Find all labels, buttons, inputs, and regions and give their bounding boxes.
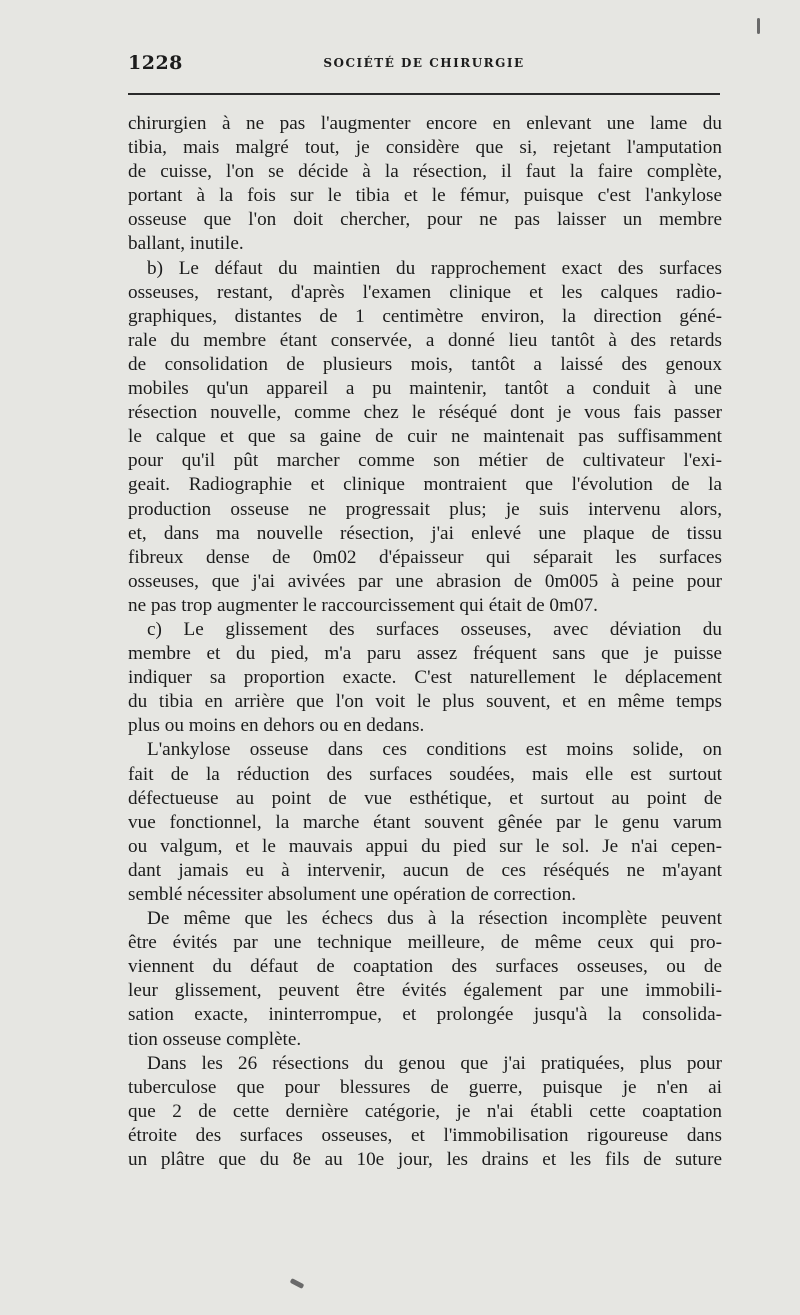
text-line: vue fonctionnel, la marche étant souvent gênée par le genu varum [128,811,722,833]
text-line: geait. Radiographie et clinique montraient que l'évolution de la [128,474,722,496]
text-line: pour qu'il pût marcher comme son métier de cultivateur l'exi- [128,450,722,472]
running-title: SOCIÉTÉ DE CHIRURGIE [323,56,525,70]
text-line: semblé nécessiter absolument une opération de correction. [128,884,577,905]
text-line: défectueuse au point de vue esthétique, et surtout au point de [128,787,722,809]
text-line: être évités par une technique meilleure, de même ceux qui pro- [128,932,722,954]
text-line: de cuisse, l'on se décide à la résection, il faut la faire complète, [128,161,722,183]
text-line: c) Le glissement des surfaces osseuses, avec déviation du [147,618,722,640]
text-line: que 2 de cette dernière catégorie, je n'ai établi cette coaptation [128,1100,722,1122]
text-line: leur glissement, peuvent être évités également par une immobili- [128,980,722,1002]
text-line: production osseuse ne progressait plus; je suis intervenu alors, [128,498,722,520]
text-line: tion osseuse complète. [128,1028,302,1050]
page-header [128,52,720,76]
text-line: résection nouvelle, comme chez le réséqué dont je vous fais passer [128,402,722,424]
text-line: De même que les échecs dus à la résection incomplète peuvent [147,908,722,930]
text-line: tibia, mais malgré tout, je considère que si, rejetant l'amputation [128,137,722,159]
body-text [128,112,722,1172]
text-line: chirurgien à ne pas l'augmenter encore en enlevant une lame du [128,113,722,134]
text-line: portant à la fois sur le tibia et le fémur, puisque c'est l'ankylose [128,185,722,207]
scan-speck-decoration [290,1278,305,1289]
text-line: plus ou moins en dehors ou en dedans. [128,715,425,737]
text-line: b) Le défaut du maintien du rapprochement exact des surfaces [147,257,722,279]
text-line: étroite des surfaces osseuses, et l'immobilisation rigoureuse dans [128,1124,722,1146]
text-line: ballant, inutile. [128,233,244,255]
scan-speck-decoration [757,18,760,34]
text-line: indiquer sa proportion exacte. C'est naturellement le déplacement [128,667,722,689]
text-line: rale du membre étant conservée, a donné lieu tantôt à des retards [128,329,722,351]
text-line: fait de la réduction des surfaces soudées, mais elle est surtout [128,763,722,785]
text-line: ou valgum, et le mauvais appui du pied sur le sol. Je n'ai cepen- [128,835,722,857]
text-line: L'ankylose osseuse dans ces conditions est moins solide, on [147,739,722,761]
header-rule [128,93,720,95]
text-line: osseuse que l'on doit chercher, pour ne pas laisser un membre [128,209,722,231]
text-line: sation exacte, ininterrompue, et prolongée jusqu'à la consolida- [128,1004,722,1026]
text-line: de consolidation de plusieurs mois, tantôt a laissé des genoux [128,353,722,375]
text-line: dant jamais eu à intervenir, aucun de ces réséqués ne m'ayant [128,859,722,881]
text-line: viennent du défaut de coaptation des surfaces osseuses, ou de [128,956,722,978]
text-line: du tibia en arrière que l'on voit le plus souvent, et en même temps [128,691,722,713]
text-line: ne pas trop augmenter le raccourcissement qui était de 0m07. [128,594,598,616]
text-line: Dans les 26 résections du genou que j'ai pratiquées, plus pour [147,1052,722,1074]
text-line: et, dans ma nouvelle résection, j'ai enlevé une plaque de tissu [128,522,722,544]
text-line: mobiles qu'un appareil a pu maintenir, tantôt a conduit à une [128,378,722,400]
text-line: un plâtre que du 8e au 10e jour, les drains et les fils de suture [128,1149,722,1171]
text-line: fibreux dense de 0m02 d'épaisseur qui séparait les surfaces [128,546,722,568]
text-line: le calque et que sa gaine de cuir ne maintenait pas suffisamment [128,426,722,448]
text-line: osseuses, restant, d'après l'examen clinique et les calques radio- [128,281,722,303]
text-line: graphiques, distantes de 1 centimètre environ, la direction géné- [128,305,722,327]
text-line: membre et du pied, m'a paru assez fréquent sans que je puisse [128,643,722,665]
text-line: osseuses, que j'ai avivées par une abrasion de 0m005 à peine pour [128,570,722,592]
page-number: 1228 [128,52,183,74]
text-line: tuberculose que pour blessures de guerre, puisque je n'en ai [128,1076,722,1098]
